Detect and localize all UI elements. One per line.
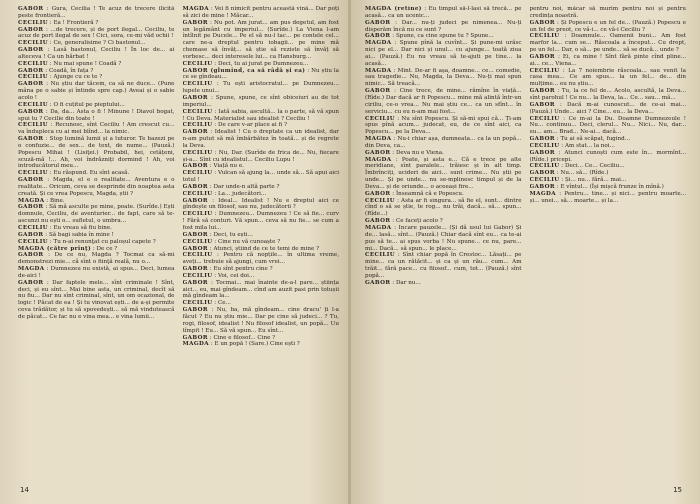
speaker-name: GABOR [365,88,391,95]
dialogue-line: CECILIU : Vulcan să ajung la... unde să... Să apui aici totul ! [182,170,339,184]
dialogue-line: GABOR : Tu, la ce fel de... Acolo, ascultă, la Deva... sînt parohul ! Ce nu... la Deva, la... Ce... sau... mă... [529,88,686,101]
left-page [0,0,349,504]
line-text: Pentru... tine... și nici... pentru moarte... și... unei... să... moarte... și la... [529,190,686,204]
line-text: Spune pînă la cuvînt... Și pune-mi urăsc nici pe el... Dar nici și unul... cu ajunge... toată ziua ai... (Pauză.) Eu nu vreau să te-ajuti pe tine... la acasă... [365,40,522,67]
dialogue-line: GABOR : Atunci cunoști cum este în... mormînt... (Rîde.) pricepi. [529,149,686,163]
line-text: Ei, ca mine ! Sînt fără pinte cînd pline... ai... ce... Viena... [529,53,686,67]
line-text: Tocmai... mai înainte de-a-l pare... știința aici... eu, mai gîndeam... cînd am auzit pasi prin totușii mă gîndeam la... [182,279,339,300]
line-text: Nu, Dar. (Surîde de frica de... Nu, fiecare și-a... Sînt cu idealistul... Ceciliu Lupu ! [182,149,339,163]
page-number-right: 15 [673,486,682,494]
dialogue-line: CECILIU : Ce, generalisime ? Ci bastonul... [18,40,146,47]
dialogue-line: GABOR : Deci, tu ești... [182,231,253,238]
right-page [351,0,700,504]
speaker-name: MAGDA [365,67,392,74]
line-text: Deci... Ce... Ceciliu... [564,163,625,170]
line-text: ...de trecere, și de port ilegal... Ceciliu, te acuz de port ilegal de sex ! Cici, sora, ce-mi văd ochii ! [18,26,175,40]
line-text: Tu ai să scăpat, fugind... [560,136,631,143]
line-text: Eu timpul să-l-lasi să trecă... pe acasă... ca un ucenic... [365,6,522,19]
dialogue-line: GABOR : Dar nu... [365,279,421,286]
dialogue-line: GABOR : Idealist ! Cu o dreptate ca un idealist, dar n-am putut să mă îmbărbătez în toată... și de regrete la Deva. [182,129,339,149]
line-text: Voi, cei doi... [217,272,255,279]
speaker-name: GABOR [182,19,208,26]
dialogue-line: GABOR : Coadă, în fața ? [18,67,94,74]
line-text: Cine trece, de mine... rămîne în viață... (Rîde.) Dar dacă ar fi Popescu... mine mă alintă într-un ciriliu, ce-o vrea... Nu mai știu ce... ca un sfînt... în serviciu... cu eu n-am mai fost... [365,88,522,115]
speaker-name: MAGDA [182,341,209,348]
dialogue-line: MAGDA : Nu-i chiar așa, dumneata... ca la un popă... din Deva, ca... [365,136,522,149]
dialogue-line: CECILIU : Eu răspund. Eu sînt acasă. [18,170,130,177]
dialogue-line: MAGDA : Dumnezeu nu există, ai spus... Deci, lumea de-aici ! [18,266,175,279]
speaker-name: GABOR [365,190,391,197]
dialogue-line: CECILIU : Deci... Ce... Ceciliu... [529,163,625,170]
speaker-name: CECILIU [18,74,49,81]
dialogue-line: MAGDA (către prinţ) : De ce ? [18,245,118,252]
dialogue-line: MAGDA : Bine. [18,197,65,204]
line-text: Recunosc, sînt Ceciliu ! Am crescut cu... va îndupleca cu ai mei blînd... la nimic. [18,122,175,136]
speaker-name: GABOR [18,6,44,12]
dialogue-line: GABOR : De ce nu, Magda ? Tocmai ca să-mi demonstrezi mie... că sînt o fiinţă reală, nu o... [18,252,175,266]
speaker-name: GABOR [182,163,208,170]
dialogue-line: MAGDA : Mint. De-ar fi așa, doamne... ce... comedie, sau tragedie... Nu, Magda, la Deva... Nu-ți mai spun nimic... Să treacă... [365,67,522,88]
line-text: Nu știu la ce se gîndeau... [182,67,339,81]
line-text: Vei fi nimicit pentru această vină... Dar poți să zici de mine ! Măcar... [182,6,339,19]
speaker-name: GABOR [529,149,555,156]
line-text: E vîntul... (Își mișcă frunze în mînă.) [560,183,664,190]
line-text: Înseamnă că e Popescu. [395,190,464,197]
dialogue-line: GABOR : Înseamnă că e Popescu. [365,190,464,197]
line-text: Pentru că nopțile... în ultima vreme, aveți... trebuie să ajungi, cum vrei... [182,252,339,266]
speaker-name: GABOR [18,204,44,211]
speaker-name: CECILIU [182,238,213,245]
dialogue-line: CECILIU : Cine nu vă cunoaște ? [182,238,281,245]
line-text: Dacă m-ai cunoscut... de ce-ai mai... (Pauză.) Unde... aici ? Cine... eu... la Deva... [529,101,686,115]
dialogue-line: MAGDA : Poate, și asta e... Că e trece pe alte meridiane, sînt paralele... trăiesc și în alt timp. Îmbrînciți, ucideri de aici... sunt crime... Nu știi pe unde... Și pe unde... nu se-mplinesc timpul și de la Deva... și de oriunde... o aceeași fire... [365,156,522,190]
speaker-name: CECILIU [18,238,49,245]
dialogue-line: CECILIU : Sînt chiar popă în Crestoc... Lăsați... pe mine... ca un rătăcit... și ca și un rău... cum... Am trăit... fără pace... cu filosof... cum, tot... (Pauză.) sînt popă... [365,252,522,279]
dialogue-line: CECILIU : De care v-ar place ai fi ? [182,122,287,129]
speaker-name: GABOR [18,136,44,143]
line-text: Atunci, știind de ce te temi de mine ? [213,245,320,252]
speaker-name: CECILIU [182,122,213,129]
dialogue-line: CECILIU : Voi, cei doi... [182,272,255,279]
line-text: Asta ar fi singura... să fie el, sunt... dintre cînd o să se știe, te rog... nu trăi, dacă... să... spun... (Rîde...) [365,197,522,218]
speaker-name: MAGDA (retine) [365,6,422,12]
line-text: Viață nu e. [213,163,244,170]
dialogue-line: GABOR : Nu... să... (Rîde.) [529,170,609,177]
line-text: Deci, tu ești... [213,231,253,238]
dialogue-line: CECILIU : Ce... [182,300,231,307]
speaker-name: GABOR [18,81,44,88]
dialogue-line: GABOR : Și Popescu e un fel de... (Pauză.) Popescu e un fel de preot, ce vă-i... ce vă-i Ceciliu ? [529,19,686,33]
line-text: Am stat... la noi... [564,142,615,149]
line-text: Idealist ! Cu o dreptate ca un idealist, dar n-am putut să mă îmbărbătez în toată... și de regrete la Deva. [182,129,339,149]
speaker-name: GABOR [529,136,555,143]
speaker-name: CECILIU [365,252,396,259]
dialogue-line: GABOR : ...de trecere, și de port ilegal... Ceciliu, te acuz de port ilegal de sex ! Cici, sora, ce-mi văd ochii ! [18,26,175,40]
speaker-name: CECILIU [529,177,560,184]
dialogue-line: GABOR : Atunci, știind de ce te temi de mine ? [182,245,320,252]
line-text: Cine e filosof... Cine ? [213,334,276,341]
dialogue-line: GABOR (glumind, ca să râdă și ea) : Nu știu la ce se gîndeau... [182,67,339,81]
line-text: Doamnule... Oamenii buni... Am fost marfor la... cum se... Răscoala a început... Cu drept, pe un fel... Dar, o să... pe unde... să se ducă... unde ? [529,33,686,54]
speaker-name: CECILIU [182,81,213,88]
speaker-name: GABOR [365,218,391,225]
line-text: Spune, ca cine spune tu ? Spune... [395,33,494,40]
line-text: Nu, ba, mă gîndeam... cine dracu' ți l-a făcut ? Eu nu știu mie... Dar pe cine să judeci... ? Tu, rogi, filosof, idealist ! Nu filosof idealist, un popă... Uu tîmpit ! Eu... Să vă spun... Eu sînt... [182,307,339,334]
dialogue-line: GABOR : Dar faptele mele... sînt criminale ! Sînt, deci, și eu sînt... Mai bine asta, un criminal, decît să nu fiu... Dar nu sînt criminal, sînt, un om ocazional, de logic ! Păcat de ea ! Și tu vinovat ești... de a-și permite ceva trădător, și tu să spovedești... să mă vindutească de păcat... Ce fac nu e vina mea... e vina lumii... [18,279,175,320]
line-text: Ce m-ai la Du. Doamne Dumnezeule ! Nu... continuu... Deci, clerul... Nu... Nici... Nu, dar... eu... am... Brad... Ne-ai... dacă... [529,115,686,136]
speaker-name: CECILIU [529,115,560,122]
speaker-name: GABOR [18,47,44,54]
dialogue-line: CECILIU : Ce m-ai la Du. Doamne Dumnezeule ! Nu... continuu... Deci, clerul... Nu... Nici... Nu, dar... eu... am... Brad... Ne-ai... dacă... [529,115,686,136]
speaker-name: CECILIU [182,108,213,115]
line-text: Eu răspund. Eu sînt acasă. [53,170,130,177]
dialogue-line: GABOR : Lasă bastonul, Ceciliu ! În loc de... ai alteceva ! Ca un bărbat ! [18,47,175,60]
speaker-name: CECILIU [182,60,213,67]
line-text: Dumnezeu... Dumnezeu ! Ce să fie... curv ! Fără să conturi. Vă spun... ceva să nu fie... se cum a fost mila lui... [182,211,339,231]
dialogue-line: GABOR : Cine trece, de mine... rămîne în viață... (Rîde.) Dar dacă ar fi Popescu... mine mă alintă într-un ciriliu, ce-o vrea... Nu mai știu ce... ca un sfînt... în serviciu... cu eu n-am mai fost... [365,88,522,115]
dialogue-line: GABOR : Să mă asculte pe mine, poate. (Surîde.) Ești domnule, Ceciliu, de aventurier... de fapt, care să te-ascunzi nu ești o... sufletul, o umbra... [18,204,175,225]
dialogue-line: CECILIU : La 7 noiembrie răscoala... sau venit la casa mea... Ce am spus... la un fel... de... din mulțime... eu nu știu... [529,67,686,88]
speaker-name: CECILIU [182,149,213,156]
line-text: Dar faptele mele... sînt criminale ! Sînt, deci, și eu sînt... Mai bine asta, un criminal, decît să nu fiu... Dar nu sînt criminal, sînt, un om ocazional, de logic ! Păcat de ea ! Și tu vinovat ești... de a-și permite ceva trădător, și tu să spovedești... să mă vindutească de păcat... Ce fac nu e vina mea... e vina lumii... [18,279,175,320]
line-text: Nu-i chiar așa, dumneata... ca la un popă... din Deva, ca... [365,136,522,149]
line-text: La... judecători... [217,190,267,197]
line-text: Coadă, în fața ? [48,67,94,74]
speaker-name: CECILIU [18,19,49,26]
speaker-name: GABOR [18,279,44,286]
line-text: Stop lumină lumii și a tuturor. Te bazezi pe o confuzie... de sex... de text, de nume... (Pauză.) Popescu Mihai ! (Lisiţei.) Probabil, hei, cetățeni, scuză-mă !... Ah, voi îndrăzniți dormind ! Ah, voi introducătorul meu... [18,136,175,170]
line-text: Ce faceți acolo ? [395,218,443,225]
dialogue-line: GABOR : Da, da... Asta o fi ! Minune ! Diavol bogat, spui tu ? Cecilie din toate ! [18,108,175,122]
speaker-name: CECILIU [182,211,213,218]
dialogue-line: GABOR : Dacă m-ai cunoscut... de ce-ai mai... (Pauză.) Unde... aici ? Cine... eu... la Deva... [529,101,686,115]
line-text: Deva nu e Viena. [395,149,444,156]
dialogue-line: GABOR : Stop lumină lumii și a tuturor. Te bazezi pe o confuzie... de sex... de text, de nume... (Pauză.) Popescu Mihai ! (Lisiţei.) Probabil, hei, cetățeni, scuză-mă !... Ah, voi îndrăzniți dormind ! Ah, voi introducătorul meu... [18,136,175,170]
speaker-name: MAGDA [18,266,45,273]
speaker-name: MAGDA [365,156,392,163]
speaker-name: GABOR [18,108,44,115]
speaker-name: MAGDA [182,6,209,12]
speaker-name: CECILIU [529,142,560,149]
line-text: Tu, la ce fel de... Acolo, ascultă, la Deva... sînt parohul ! Ce nu... la Deva, la... Ce... sau... mă... [529,88,686,101]
speaker-name: CECILIU [365,197,396,204]
dialogue-line: GABOR : Nu, ba, mă gîndeam... cine dracu' ți l-a făcut ? Eu nu știu mie... Dar pe cine să judeci... ? Tu, rogi, filosof, idealist ! Nu filosof idealist, un popă... Uu tîmpit ! Eu... Să vă spun... Eu sînt... [182,307,339,334]
dialogue-line: CECILIU : Am stat... la noi... [529,142,615,149]
speaker-name: CECILIU [529,163,560,170]
speaker-name: GABOR [365,149,391,156]
line-text: Nu sînt Popescu. Și să-mi spui că... Ți-am spus pînă acum... judecat, eu, de ce sînt aici, ca Popescu... pe la Deva... [365,115,522,136]
speaker-name: GABOR [182,183,208,190]
line-text: Ea ! Frontieră ? [53,19,99,26]
speaker-name: GABOR [182,245,208,252]
speaker-name: CECILIU [18,101,49,108]
line-text: De ce ? [96,245,118,252]
dialogue-line: CECILIU : Tu n-ai renunţat cu paloșul capete ? [18,238,156,245]
dialogue-line: MAGDA : Incare pauzele... (Și dă usul lui Gabor) Și de... lasă... sînt... (Pauză.) Chiar dacă sînt eu... ca te-ai pus să te... ai spus vorba ! Nu spune... ce nu, pare... mi... Dacă... să spun... le place... [365,225,522,252]
dialogue-line: GABOR : Nu știu dar tăcem, ca să ne duce... (Pune mâna pe o sabie și întinde spre cap.) Aveai și o sabie acolo ! [18,81,175,101]
left-column-2 [183,6,340,478]
speaker-name: GABOR [182,279,208,286]
dialogue-line: GABOR : Viață nu e. [182,163,244,170]
dialogue-line: CECILIU : Deci, tu ai jurat pe Dumnezeu... [182,60,309,67]
speaker-name: GABOR [529,88,555,95]
speaker-name: MAGDA (către prinţ) [18,245,92,252]
speaker-name: CECILIU [18,40,49,47]
dialogue-line: GABOR : Ce faceți acolo ? [365,218,443,225]
line-text: Gura, Cecilia ! Te acuz de trecere ilicită peste frontieră... [18,6,175,19]
speaker-name: GABOR [182,307,208,314]
speaker-name: GABOR [365,33,391,40]
line-text: Ideal... Idealist ! Nu e dreptul aici ce gîndește un filosof, sau nu, judecătorii ? [182,197,339,211]
speaker-name: MAGDA [365,40,392,47]
dialogue-line: MAGDA (retine) : Eu timpul să-l-lasi să trecă... pe acasă... ca un ucenic... [365,6,522,19]
dialogue-line: MAGDA : Vei fi nimicit pentru această vină... Dar poți să zici de mine ! Măcar... [182,6,339,19]
dialogue-line: GABOR : Tu ai să scăpat, fugind... [529,136,631,143]
dialogue-line: GABOR : Gura, Cecilia ! Te acuz de trecere ilicită peste frontieră... [18,6,175,19]
left-column-1 [18,6,175,478]
line-text: Nu pot. Am jurat... am pus degetul, am fost un legământ cu imperiul... (Surîde.) La Viena l-am întîlnit pe Ducele... Pe el să nu-l tac... pe contele cel... care ne-a dreptul pentru iobagii... pe mine mă chemase să învăț... să știe să reziste să învăț să vorbesc... deci interesele lui... ca Hansburg... [182,19,339,60]
speaker-name: GABOR (glumind, ca să râdă și ea) [182,67,306,74]
dialogue-line: GABOR : Să bagi sabia în mine ! [18,231,114,238]
speaker-name: GABOR [182,266,208,273]
dialogue-line: CECILIU : Pentru că nopțile... în ultima vreme, aveți... trebuie să ajungi, cum vrei... [182,252,339,266]
line-text: De ce nu, Magda ? Tocmai ca să-mi demonstrezi mie... că sînt o fiinţă reală, nu o... [18,252,175,266]
line-text: Să bagi sabia în mine ! [48,231,114,238]
speaker-name: GABOR [529,19,555,26]
dialogue-line: GABOR : Nu pot. Am jurat... am pus degetul, am fost un legământ cu imperiul... (Surîde.) La Viena l-am întîlnit pe Ducele... Pe el să nu-l tac... pe contele cel... care ne-a dreptul pentru iobagii... pe mine mă chemase să învăț... să știe să reziste să învăț să vorbesc... deci interesele lui... ca Hansburg... [182,19,339,60]
speaker-name: CECILIU [365,115,396,122]
speaker-name: GABOR [182,129,208,136]
line-text: Poate, și asta e... Că e trece pe alte meridiane, sînt paralele... trăiesc și în alt timp. Îmbrînciți, ucideri de aici... sunt crime... Nu știi pe unde... Și pe unde... nu se-mplinesc timpul și de la Deva... și de oriunde... o aceeași fire... [365,156,522,190]
speaker-name: CECILIU [182,300,213,307]
dialogue-line: CECILIU : Eu vreau să fiu bine. [18,225,112,231]
dialogue-line: GABOR : Cine e filosof... Cine ? [182,334,276,341]
speaker-name: CECILIU [182,170,213,177]
line-text: De care v-ar place ai fi ? [217,122,287,129]
left-text-columns [18,6,339,478]
line-text: Eu sînt pentru cine ? [213,266,273,273]
line-text: Să mă asculte pe mine, poate. (Surîde.) Ești domnule, Ceciliu, de aventurier... de fapt, care să te-ascunzi nu ești o... sufletul, o umbra... [18,204,175,225]
dialogue-line: MAGDA : Spune pînă la cuvînt... Și pune-mi urăsc nici pe el... Dar nici și unul... cu ajunge... toată ziua ai... (Pauză.) Eu nu vreau să te-ajuti pe tine... la acasă... [365,40,522,67]
speaker-name: MAGDA [365,136,392,143]
line-text: Dumnezeu nu există, ai spus... Deci, lumea de-aici ! [18,266,175,279]
dialogue-line: CECILIU : Recunosc, sînt Ceciliu ! Am crescut cu... va îndupleca cu ai mei blînd... la nimic. [18,122,175,136]
line-text: Sînt chiar popă în Crestoc... Lăsați... pe mine... ca un rătăcit... și ca și un rău... cum... Am trăit... fără pace... cu filosof... cum, tot... (Pauză.) sînt popă... [365,252,522,279]
dialogue-line: CECILIU : O fi cuțitul pe pieptului... [18,101,125,108]
dialogue-line: GABOR : Spune, spune, ce sînt obiceiuri au de tot imperiul... [182,94,339,108]
line-text: Dar... nu-ți judeci pe nimenea... Nu-ți disperăm încă nu ce sunt ? [365,19,522,33]
dialogue-line: GABOR : Tocmai... mai înainte de-a-l pare... știința aici... eu, mai gîndeam... cînd am auzit pasi prin totușii mă gîndeam la... [182,279,339,300]
speaker-name: MAGDA [365,225,392,231]
dialogue-line: GABOR : E vîntul... (Își mișcă frunze în mînă.) [529,183,664,190]
page-number-left: 14 [20,486,29,494]
dialogue-line: CECILIU : La... judecători... [182,190,267,197]
line-text: Și Popescu e un fel de... (Pauză.) Popescu e un fel de preot, ce vă-i... ce vă-i Ceciliu ? [529,19,686,33]
speaker-name: GABOR [365,279,391,286]
line-text: Mint. De-ar fi așa, doamne... ce... comedie, sau tragedie... Nu, Magda, la Deva... Nu-ți mai spun nimic... Să treacă... [365,67,522,88]
dialogue-line: CECILIU : Și... nu... fără... mai... [529,177,627,184]
speaker-name: GABOR [18,177,44,184]
dialogue-line: MAGDA : Pentru... tine... și nici... pentru moarte... și... unei... să... moarte... și la... [529,190,686,204]
speaker-name: GABOR [529,170,555,177]
dialogue-line: CECILIU : Nu mai spune ! Coadă ? [18,60,122,67]
line-text: Dar unde-n altă parte ? [213,183,280,190]
dialogue-line: CECILIU : Iată sabia, ascultă... la o parte, să vă spun ! Cu Deva. Materialist sau idealist ? Ceciliu ! [182,108,339,122]
dialogue-line: CECILIU : Nu, Dar. (Surîde de frica de... Nu, fiecare și-a... Sînt cu idealistul... Ceciliu Lupu ! [182,149,339,163]
line-text: Atunci cunoști cum este în... mormînt... (Rîde.) pricepi. [529,149,686,163]
line-text: Eu vreau să fiu bine. [53,225,112,231]
line-text: E un popă ! (Sare.) Cine ești ? [214,341,300,348]
dialogue-line [530,6,687,20]
line-text: Iată sabia, ascultă... la o parte, să vă spun ! Cu Deva. Materialist sau idealist ? Ceciliu ! [182,108,339,122]
dialogue-line: CECILIU : Asta ar fi singura... să fie el, sunt... dintre cînd o să se știe, te rog... nu trăi, dacă... să... spun... (Rîde...) [365,197,522,218]
dialogue-line: CECILIU : Doamnule... Oamenii buni... Am fost marfor la... cum se... Răscoala a început... Cu drept, pe un fel... Dar, o să... pe unde... să se ducă... unde ? [529,33,686,54]
dialogue-line: CECILIU : Tu ești aristocratul... pe Dumnezeu... lupele unui... [182,81,339,95]
line-text: Spune, spune, ce sînt obiceiuri au de tot imperiul... [182,94,339,108]
speaker-name: MAGDA [18,197,45,204]
right-column-2 [530,6,687,478]
line-text: Ce... [217,300,231,307]
dialogue-line: GABOR : Magda, el e o realitate... Aventura e o realitate... Oricum, ceva se desprinde din noaptea asta creată. Și ce vrea Popescu, Magda, știi ? [18,177,175,197]
line-text: Da, da... Asta o fi ! Minune ! Diavol bogat, spui tu ? Cecilie din toate ! [18,108,175,122]
right-text-columns [365,6,686,478]
dialogue-line: GABOR : Deva nu e Viena. [365,149,444,156]
dialogue-line: GABOR : Ideal... Idealist ! Nu e dreptul aici ce gîndește un filosof, sau nu, judecătorii ? [182,197,339,211]
dialogue-line: GABOR : Dar unde-n altă parte ? [182,183,280,190]
line-text: O fi cuțitul pe pieptului... [53,101,125,108]
speaker-name: CECILIU [529,33,560,40]
line-text: Ce, generalisime ? Ci bastonul... [53,40,146,47]
speaker-name: GABOR [182,334,208,341]
speaker-name: CECILIU [529,67,560,74]
speaker-name: CECILIU [18,60,49,67]
speaker-name: GABOR [529,183,555,190]
line-text: Lasă bastonul, Ceciliu ! În loc de... ai alteceva ! Ca un bărbat ! [18,47,175,60]
line-text: Tu ești aristocratul... pe Dumnezeu... lupele unui... [182,81,339,95]
speaker-name: GABOR [18,252,44,259]
line-text: Și... nu... fără... mai... [564,177,627,184]
right-column-1 [365,6,522,478]
speaker-name: GABOR [18,67,44,74]
speaker-name: GABOR [529,53,555,60]
speaker-name: GABOR [18,26,44,33]
dialogue-line: GABOR : Ei, ca mine ! Sînt fără pinte cînd pline... ai... ce... Viena... [529,53,686,67]
line-text: Ajunge cu ce te ? [53,74,103,81]
speaker-name: GABOR [529,101,555,108]
dialogue-line: MAGDA : E un popă ! (Sare.) Cine ești ? [182,341,300,348]
speaker-name: GABOR [182,197,208,204]
line-text: Deci, tu ai jurat pe Dumnezeu... [217,60,309,67]
dialogue-line: CECILIU : Ea ! Frontieră ? [18,19,99,26]
speaker-name: GABOR [182,231,208,238]
line-text: Dar nu... [395,279,421,286]
speaker-name: GABOR [182,94,208,101]
line-text: Bine. [49,197,65,204]
speaker-name: GABOR [365,19,391,26]
speaker-name: CECILIU [182,272,213,279]
line-text: La 7 noiembrie răscoala... sau venit la casa mea... Ce am spus... la un fel... de... din mulțime... eu nu știu... [529,67,686,88]
dialogue-line: GABOR : Spune, ca cine spune tu ? Spune... [365,33,494,40]
dialogue-line: CECILIU : Nu sînt Popescu. Și să-mi spui că... Ți-am spus pînă acum... judecat, eu, de ce sînt aici, ca Popescu... pe la Deva... [365,115,522,136]
line-text: Magda, el e o realitate... Aventura e o realitate... Oricum, ceva se desprinde din noaptea asta creată. Și ce vrea Popescu, Magda, știi ? [18,177,175,197]
dialogue-line: GABOR : Eu sînt pentru cine ? [182,266,273,273]
speaker-name: CECILIU [182,190,213,197]
dialogue-line: CECILIU : Dumnezeu... Dumnezeu ! Ce să fie... curv ! Fără să conturi. Vă spun... ceva să nu fie... se cum a fost mila lui... [182,211,339,231]
line-text: Tu n-ai renunţat cu paloșul capete ? [53,238,156,245]
line-text: pentru noi, măcar să murim pentru noi și pentru credința noastră. [529,6,686,19]
line-text: Nu mai spune ! Coadă ? [53,60,122,67]
line-text: Nu... să... (Rîde.) [560,170,609,177]
speaker-name: CECILIU [18,122,49,129]
speaker-name: GABOR [18,231,44,238]
speaker-name: CECILIU [18,225,49,231]
dialogue-line: GABOR : Dar... nu-ți judeci pe nimenea... Nu-ți disperăm încă nu ce sunt ? [365,19,522,33]
line-text: Cine nu vă cunoaște ? [217,238,281,245]
speaker-name: CECILIU [182,252,213,259]
line-text: Vulcan să ajung la... unde să... Să apui aici totul ! [182,170,339,184]
line-text: Incare pauzele... (Și dă usul lui Gabor) Și de... lasă... sînt... (Pauză.) Chiar dacă sînt eu... ca te-ai pus să te... ai spus vorba ! Nu spune... ce nu, pare... mi... Dacă... să spun... le place... [365,225,522,252]
speaker-name: MAGDA [529,190,556,197]
speaker-name: CECILIU [18,170,49,177]
line-text: Nu știu dar tăcem, ca să ne duce... (Pune mâna pe o sabie și întinde spre cap.) Aveai și o sabie acolo ! [18,81,175,101]
dialogue-line: CECILIU : Ajunge cu ce te ? [18,74,103,81]
